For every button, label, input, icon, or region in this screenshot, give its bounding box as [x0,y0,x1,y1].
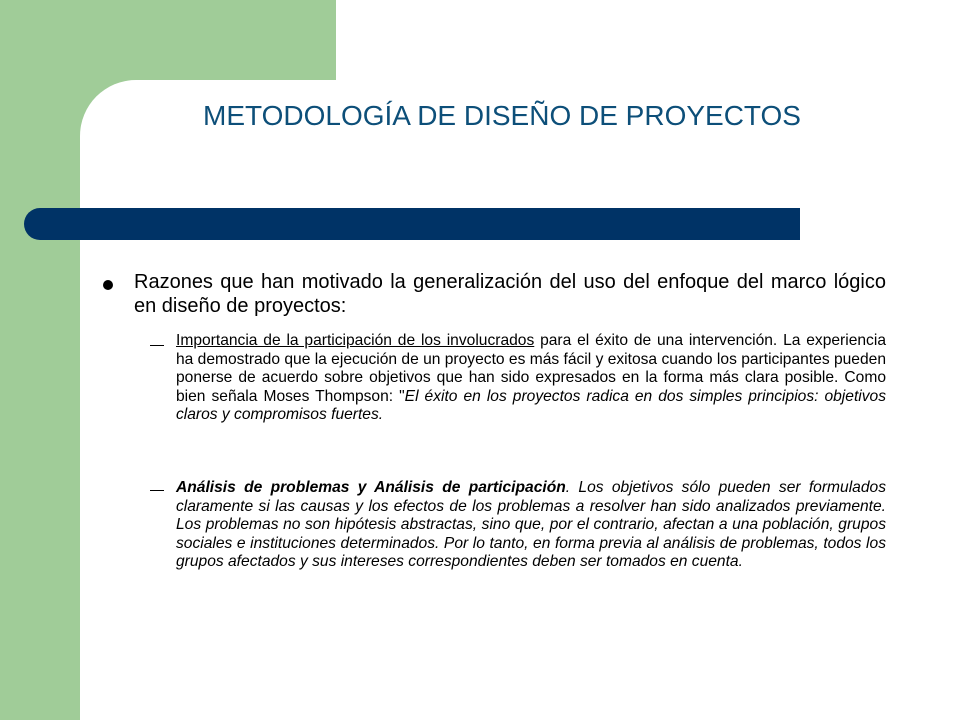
sub-bullet-body: para el éxito de una intervención. La experiencia ha demostrado que la ejecución de un proyecto es más fácil y exitosa cuando los participantes pueden ponerse de acuerdo sobre objetivos que han sido expresados en la forma más clara posible. Como bien señala Moses Thompson: " [176,332,886,405]
sub-bullet-participation [176,332,886,425]
sub-bullet-problem-analysis [176,479,886,572]
sub-bullet-lead-bold: Análisis de problemas y Análisis de participación [176,479,566,496]
sub-bullet-lead-underlined: Importancia de la participación de los involucrados [176,332,535,349]
sub-bullet-dash-icon [150,345,164,346]
slide-title: METODOLOGÍA DE DISEÑO DE PROYECTOS [203,100,801,131]
main-bullet-text: Razones que han motivado la generalización del uso del enfoque del marco lógico en diseño de proyectos: [134,271,886,317]
sub-bullet-quote: El éxito en los proyectos radica en dos simples principios: objetivos claros y compromisos fuertes. [176,387,887,424]
bullet-dot-icon [103,280,113,290]
sub-bullet-body: . Los objetivos sólo pueden ser formulados claramente si las causas y los efectos de los problemas a resolver han sido analizados previamente. Los problemas no son hipótesis abstractas, sino que, por el contrario, afectan a una población, grupos sociales e instituciones determinados. Por lo tanto, en forma previa al análisis de problemas, todos los grupos afectados y sus intereses correspondientes deben ser tomados en cuenta. [176,479,886,571]
sub-bullet-dash-icon [150,490,164,491]
